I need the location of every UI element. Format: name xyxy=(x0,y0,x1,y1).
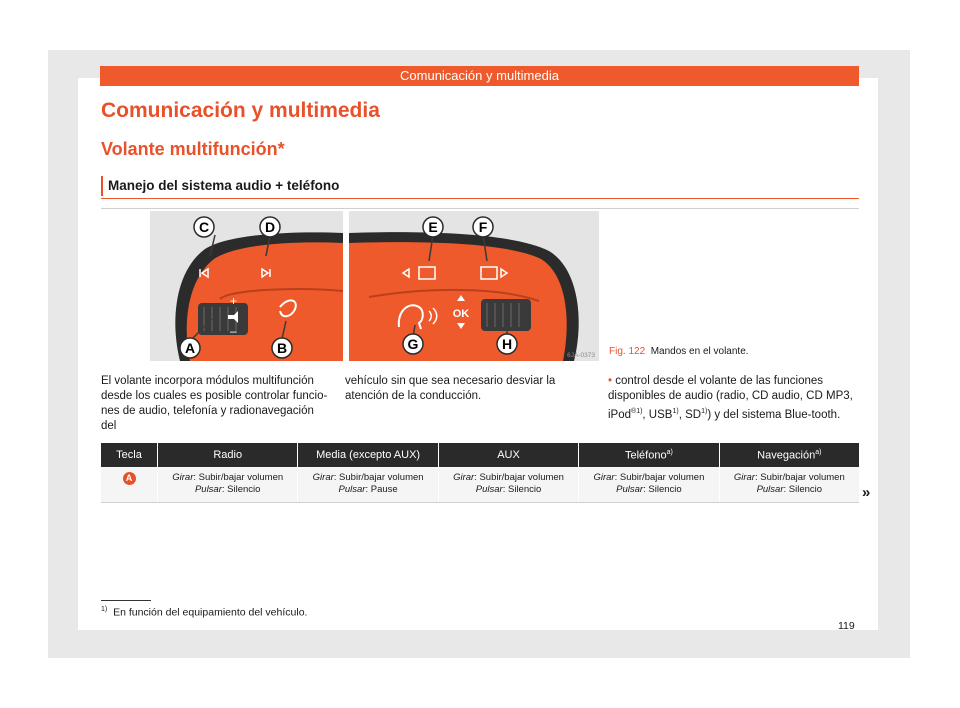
footnote-rule xyxy=(101,600,151,601)
figure-left-module xyxy=(150,211,343,361)
footnote-mark: 1) xyxy=(101,606,108,613)
page-title: Comunicación y multimedia xyxy=(101,99,380,122)
bullet-marker: • xyxy=(608,375,613,387)
callout-label-e xyxy=(423,217,443,237)
subsection-title: Manejo del sistema audio + teléfono xyxy=(108,178,340,193)
table-row xyxy=(101,467,859,503)
page-number: 119 xyxy=(838,620,855,632)
col-header-aux: AUX xyxy=(438,443,578,467)
col-header-key: Tecla xyxy=(101,443,158,467)
media-cell: Girar: Subir/bajar volumen Pulsar: Pause xyxy=(298,467,438,503)
figure-number: Fig. 122 xyxy=(609,346,646,357)
key-cell xyxy=(101,467,158,503)
col-header-radio: Radio xyxy=(158,443,298,467)
key-badge: A xyxy=(123,472,136,485)
callout-label-b xyxy=(272,338,292,358)
col-header-media: Media (excepto AUX) xyxy=(298,443,438,467)
svg-text:A: A xyxy=(184,340,196,356)
svg-text:F: F xyxy=(478,219,488,235)
svg-text:B: B xyxy=(276,340,288,356)
callout-label-f xyxy=(473,217,493,237)
ok-icon: OK xyxy=(452,308,470,320)
table-header-row xyxy=(101,443,859,467)
svg-text:G: G xyxy=(407,336,419,352)
section-title: Volante multifunción* xyxy=(101,139,285,159)
col-header-navigation: Navegación$^{a)}$ xyxy=(719,443,859,467)
navigation-cell: Girar: Subir/bajar volumen Pulsar: Silencio xyxy=(719,467,859,503)
subsection-marker xyxy=(101,176,103,196)
col-header-phone: Teléfono$^{a)}$ xyxy=(579,443,719,467)
figure-caption xyxy=(609,346,749,357)
controls-table xyxy=(101,443,859,503)
phone-cell: Girar: Subir/bajar volumen Pulsar: Silencio xyxy=(579,467,719,503)
svg-text:–: – xyxy=(230,324,237,338)
footnote xyxy=(101,606,307,619)
svg-text:D: D xyxy=(264,219,276,235)
callout-label-h xyxy=(497,334,517,354)
svg-text:C: C xyxy=(198,219,210,235)
callout-label-d xyxy=(260,217,280,237)
svg-text:E: E xyxy=(428,219,438,235)
callout-label-g xyxy=(403,334,423,354)
figure-right-module xyxy=(349,211,599,361)
svg-text:H: H xyxy=(501,336,513,352)
left-module-illustration xyxy=(150,211,343,361)
body-column-3: • control desde el volante de las funciones disponibles de audio (radio, CD audio, CD MP3, iPod$^{®1)}$, USB$^{1)}$, SD$^{1)}$) y del sistema Blue-tooth. xyxy=(608,375,853,421)
footnote-text: En función del equipamiento del vehículo. xyxy=(113,606,308,619)
heading-rule xyxy=(101,198,859,199)
radio-cell: Girar: Subir/bajar volumen Pulsar: Silencio xyxy=(158,467,298,503)
body-column-1: El volante incorpora módulos multifunción desde los cuales es posible controlar funcio-nes de audio, telefonía y radionavegación del xyxy=(101,375,328,432)
right-module-illustration xyxy=(349,211,599,361)
body-column-2: vehículo sin que sea necesario desviar la atención de la conducción. xyxy=(345,375,556,402)
svg-text:+: + xyxy=(230,294,238,308)
header-bar: Comunicación y multimedia xyxy=(100,66,859,86)
figure-caption-text: Mandos en el volante. xyxy=(650,346,749,357)
aux-cell: Girar: Subir/bajar volumen Pulsar: Silencio xyxy=(438,467,578,503)
callout-label-c xyxy=(194,217,214,237)
continue-mark: » xyxy=(862,484,871,501)
callout-label-a xyxy=(180,338,200,358)
figure-ref-code: 6JA-0373 xyxy=(567,352,595,359)
